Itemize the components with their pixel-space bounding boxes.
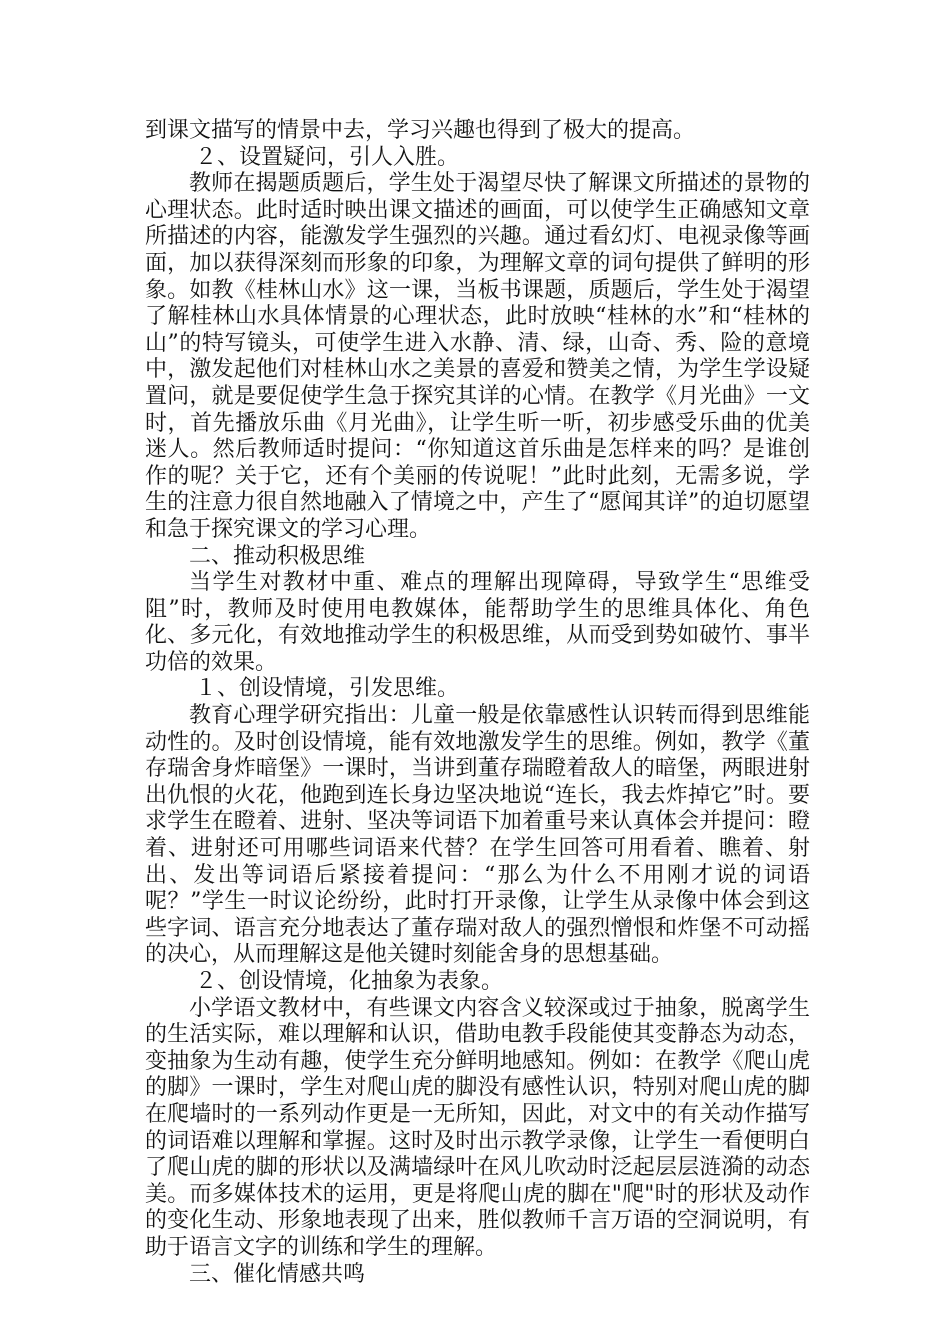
section-heading-thinking: 二、推动积极思维 (189, 543, 366, 569)
subheading-create-situation-2: ２、创设情境，化抽象为表象。 (195, 969, 504, 994)
subheading-set-questions: ２、设置疑问，引人入胜。 (195, 144, 460, 170)
paragraph-set-questions: 教师在揭题质题后，学生处于渴望尽快了解课文所描述的景物的心理状态。此时适时映出课文描述的画面，可以使学生正确感知文章所描述的内容，能激发学生强烈的兴趣。通过看幻灯、电视录像等画面，加以获得深刻而形象的印象，为理解文章的词句提供了鲜明的形象。如教《桂林山水》这一课，当板书课题，质题后，学生处于渴望了解桂林山水具体情景的心理状态，此时放映“桂林的水”和“桂林的山”的特写镜头，可使学生进入水静、清、绿，山奇、秀、险的意境中，激发起他们对桂林山水之美景的喜爱和赞美之情，为学生学设疑置问，就是要促使学生急于探究其详的心情。在教学《月光曲》一文时，首先播放乐曲《月光曲》，让学生听一听，初步感受乐曲的优美迷人。然后教师适时提问：“你知道这首乐曲是怎样来的吗？是谁创作的呢？关于它，还有个美丽的传说呢！”此时此刻，无需多说，学生的注意力很自然地融入了情境之中，产生了“愿闻其详”的迫切愿望和急于探究课文的学习心理。 (145, 171, 810, 542)
paragraph-thinking-intro: 当学生对教材中重、难点的理解出现障碍，导致学生“思维受阻”时，教师及时使用电教媒体，能帮助学生的思维具体化、角色化、多元化，有效地推动学生的积极思维，从而受到势如破竹、事半功倍的效果。 (145, 570, 810, 675)
paragraph-create-situation-2: 小学语文教材中，有些课文内容含义较深或过于抽象，脱离学生的生活实际，难以理解和认识，借助电教手段能使其变静态为动态，变抽象为生动有趣，使学生充分鲜明地感知。例如：在教学《爬山虎的脚》一课时，学生对爬山虎的脚没有感性认识，特别对爬山虎的脚在爬墙时的一系列动作更是一无所知，因此，对文中的有关动作描写的词语难以理解和掌握。这时及时出示教学录像，让学生一看便明白了爬山虎的脚的形状以及满墙绿叶在风儿吹动时泛起层层涟漪的动态美。而多媒体技术的运用，更是将爬山虎的脚在"爬"时的形状及动作的变化生动、形象地表现了出来，胜似教师千言万语的空洞说明，有助于语言文字的训练和学生的理解。 (145, 995, 810, 1260)
document-body (145, 118, 810, 1288)
section-heading-emotion: 三、催化情感共鸣 (189, 1261, 366, 1287)
paragraph-create-situation-1: 教育心理学研究指出：儿童一般是依靠感性认识转而得到思维能动性的。及时创设情境，能有效地激发学生的思维。例如，教学《董存瑞舍身炸暗堡》一课时，当讲到董存瑞瞪着敌人的暗堡，两眼进射出仇恨的火花，他跑到连长身边坚决地说“连长，我去炸掉它”时。要求学生在瞪着、进射、坚决等词语下加着重号来认真体会并提问：瞪着、进射还可用哪些词语来代替？在学生回答可用看着、瞧着、射出、发出等词语后紧接着提问：“那么为什么不用刚才说的词语呢？”学生一时议论纷纷，此时打开录像，让学生从录像中体会到这些字词、语言充分地表达了董存瑞对敌人的强烈憎恨和炸堡不可动摇的决心，从而理解这是他关键时刻能舍身的思想基础。 (145, 703, 810, 968)
subheading-create-situation-1: １、创设情境，引发思维。 (195, 676, 460, 702)
paragraph-continuation: 到课文描写的情景中去，学习兴趣也得到了极大的提高。 (145, 118, 696, 143)
